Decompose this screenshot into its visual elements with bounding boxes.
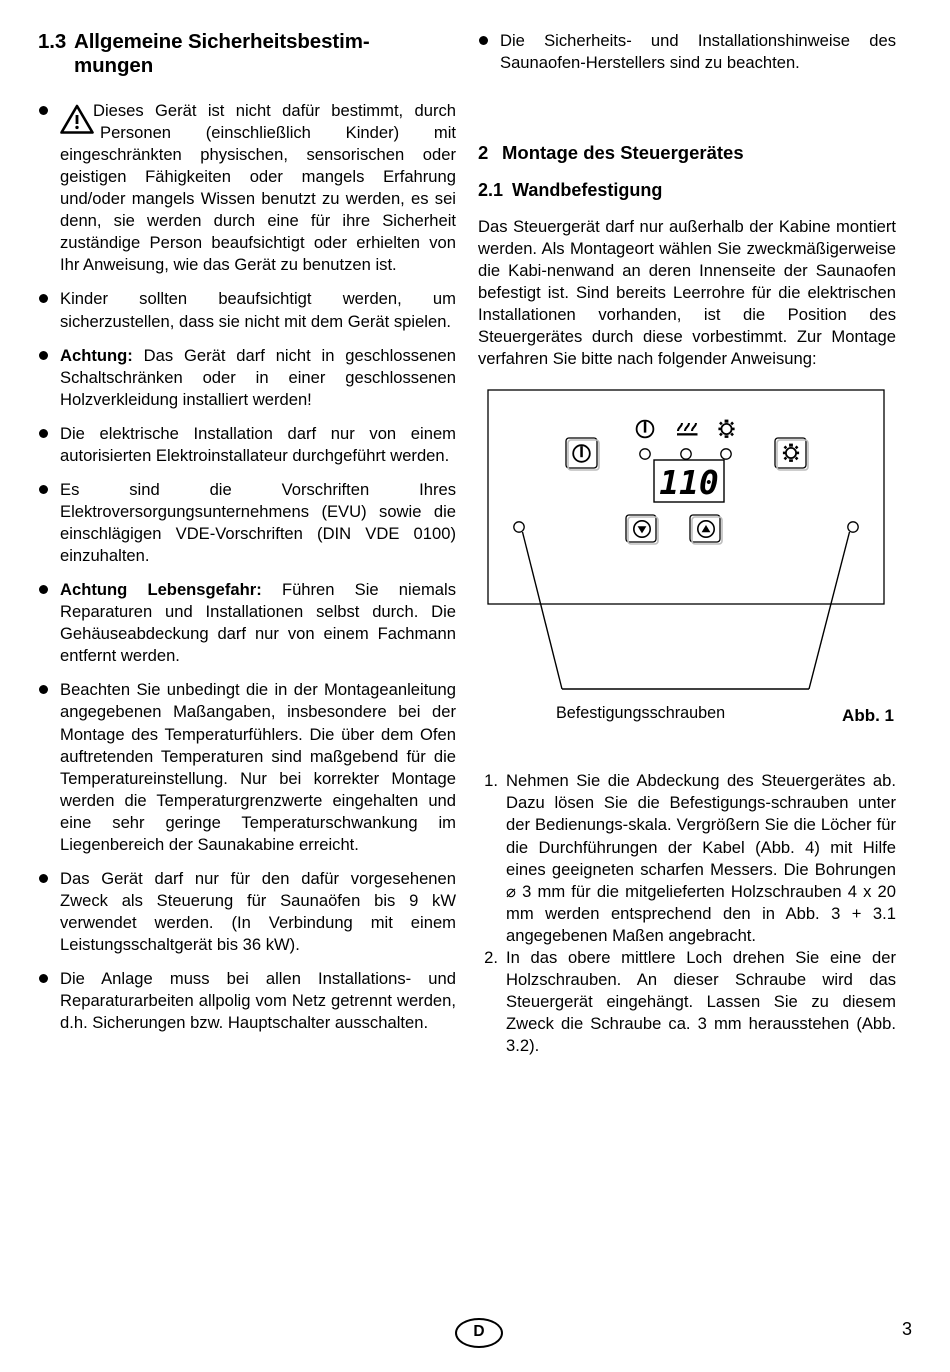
mounting-screw-hole-left bbox=[514, 522, 524, 532]
led-power bbox=[640, 449, 650, 459]
intro-paragraph: Das Steuergerät darf nur außerhalb der Kabine montiert werden. Als Montageort wählen Sie zweckmäßigerweise die Kabi-nenwand an deren Innenseite der Saunaofen befestigt ist. Sind bereits Leerrohre für die elektrischen Installationen vorhanden, ist die Position des Steuergerätes durch diese vorbestimmt. Zur Montage verfahren Sie bitte nach folgender Anweisung: bbox=[478, 216, 896, 369]
light-button[interactable] bbox=[775, 438, 808, 470]
bullet-dot-icon bbox=[39, 485, 48, 494]
bullet-dot-icon bbox=[39, 294, 48, 303]
section-heading-1-3 bbox=[38, 30, 456, 78]
bullet-dot-icon bbox=[39, 685, 48, 694]
step-number: 1. bbox=[484, 771, 498, 791]
page-footer bbox=[0, 1318, 950, 1358]
bullet-text: Die elektrische Installation darf nur von einem autorisierten Elektroinstallateur durchgeführt werden. bbox=[60, 423, 456, 465]
bullet-text: Es sind die Vorschriften Ihres Elektroversorgungsunternehmens (EVU) sowie die einschlägigen VDE-Vorschriften (DIN VDE 0100) einzuhalten. bbox=[60, 479, 456, 566]
bullet-text: Das Gerät darf nicht in geschlossenen Schaltschränken oder in einer geschlossenen Holzverkleidung installiert werden! bbox=[60, 345, 456, 409]
list-item bbox=[38, 579, 456, 667]
list-item bbox=[478, 947, 896, 1057]
figure-label-befestigungsschrauben: Befestigungsschrauben bbox=[556, 704, 726, 723]
increase-button[interactable] bbox=[690, 515, 722, 544]
safety-bullet-list bbox=[38, 100, 456, 1034]
list-item bbox=[38, 968, 456, 1034]
section-heading-2 bbox=[478, 142, 896, 164]
led-heater bbox=[681, 449, 691, 459]
list-item bbox=[478, 770, 896, 947]
bullet-text: Die Anlage muss bei allen Installations- und Reparaturarbeiten allpolig vom Netz getrennt werden, d.h. Sicherungen bzw. Hauptschalter ausschalten. bbox=[60, 969, 456, 1033]
temperature-display bbox=[654, 460, 724, 502]
list-item bbox=[38, 288, 456, 332]
figure-abb-1 bbox=[478, 384, 896, 744]
bullet-lead-label: Achtung: bbox=[60, 345, 133, 365]
bullet-text: Die Sicherheits- und Installationshinweise des Saunaofen-Herstellers sind zu beachten. bbox=[500, 31, 896, 73]
warning-triangle-icon bbox=[60, 104, 94, 134]
control-unit-diagram bbox=[478, 384, 896, 744]
bullet-dot-icon bbox=[479, 36, 488, 45]
list-item bbox=[38, 868, 456, 956]
language-badge: D bbox=[455, 1318, 503, 1348]
list-item bbox=[38, 423, 456, 467]
bullet-text: Kinder sollten beaufsichtigt werden, um sicherzustellen, dass sie nicht mit dem Gerät spielen. bbox=[60, 289, 456, 331]
left-column bbox=[38, 30, 456, 1046]
list-item bbox=[38, 479, 456, 567]
list-item bbox=[478, 30, 896, 74]
power-button[interactable] bbox=[566, 438, 599, 470]
section-number: 2.1 bbox=[478, 180, 504, 201]
section-title-line1: Allgemeine Sicherheitsbestim- bbox=[74, 30, 370, 53]
bullet-text: Dieses Gerät ist nicht dafür bestimmt, durch Personen (einschließlich Kinder) mit eingeschränkten physischen, sensorischen oder geistigen Fähigkeiten oder mangels Erfahrung und/oder mangels Wissen benutzt zu werden, es sei denn, sie werden durch eine für ihre Sicherheit zuständige Person beaufsichtigt oder erhielten von Ihr Anweisung, wie das Gerät zu benutzen ist. bbox=[60, 100, 456, 275]
section-title: Montage des Steuergerätes bbox=[502, 142, 744, 164]
figure-caption: Abb. 1 bbox=[842, 706, 894, 726]
decrease-button[interactable] bbox=[626, 515, 658, 544]
bullet-text: Das Gerät darf nur für den dafür vorgesehenen Zweck als Steuerung für Saunaöfen bis 9 kW verwendet werden. (In Verbindung mit einem Leistungsschaltgerät bis 36 kW). bbox=[60, 868, 456, 955]
section-heading-2-1 bbox=[478, 180, 896, 202]
step-number: 2. bbox=[484, 947, 498, 967]
page-number: 3 bbox=[901, 1319, 912, 1339]
list-item bbox=[38, 679, 456, 856]
step-text: Nehmen Sie die Abdeckung des Steuergerätes ab. Dazu lösen Sie die Befestigungs-schrauben unter der Bedienungs-skala. Vergrößern Sie die Löcher für die Durchführungen der Kabel (Abb. 4) mit Hilfe eines geeigneten scharfen Messers. Die Bohrungen ⌀ 3 mm für die mitgelieferten Holzschrauben 4 x 20 mm werden entsprechend den in Abb. 3 + 3.1 angegebenen Maßen angebracht. bbox=[506, 771, 896, 945]
section-title-line2: mungen bbox=[74, 53, 154, 77]
two-column-layout bbox=[38, 30, 912, 1057]
section-number: 1.3 bbox=[38, 30, 67, 53]
bullet-dot-icon bbox=[39, 874, 48, 883]
bullet-dot-icon bbox=[39, 429, 48, 438]
bullet-dot-icon bbox=[39, 351, 48, 360]
bullet-dot-icon bbox=[39, 974, 48, 983]
bullet-text: Führen Sie niemals Reparaturen und Installationen selbst durch. Die Gehäuseabdeckung darf nur von einem Fachmann entfernt werden. bbox=[60, 580, 456, 666]
top-bullet-list bbox=[478, 30, 896, 74]
mounting-screw-hole-right bbox=[848, 522, 858, 532]
mounting-steps-list bbox=[478, 770, 896, 1057]
list-item bbox=[38, 100, 456, 277]
display-value: 110 bbox=[659, 463, 719, 503]
bullet-dot-icon bbox=[39, 585, 48, 594]
section-number: 2 bbox=[478, 142, 489, 164]
led-light bbox=[721, 449, 731, 459]
section-title: Wandbefestigung bbox=[512, 180, 663, 201]
list-item bbox=[38, 345, 456, 411]
bullet-dot-icon bbox=[39, 106, 48, 115]
bullet-lead-label: Achtung Lebensgefahr: bbox=[60, 580, 262, 600]
right-column bbox=[478, 30, 896, 1057]
bullet-text: Beachten Sie unbedingt die in der Montageanleitung angegebenen Maßangaben, insbesondere bei der Montage des Temperaturfühlers. Die über dem Ofen auftretenden Temperaturen sind maßgebend für die Temperatureinstellung. Nur bei korrekter Montage werden die Temperaturgrenzwerte eingehalten und eine sehr geringe Temperaturschwankung im Liegenbereich der Saunakabine erreicht. bbox=[60, 680, 456, 854]
step-text: In das obere mittlere Loch drehen Sie eine der Holzschrauben. An dieser Schraube wird das Steuergerät eingehängt. Lassen Sie zu diesem Zweck die Schraube ca. 3 mm herausstehen (Abb. 3.2). bbox=[506, 947, 896, 1056]
